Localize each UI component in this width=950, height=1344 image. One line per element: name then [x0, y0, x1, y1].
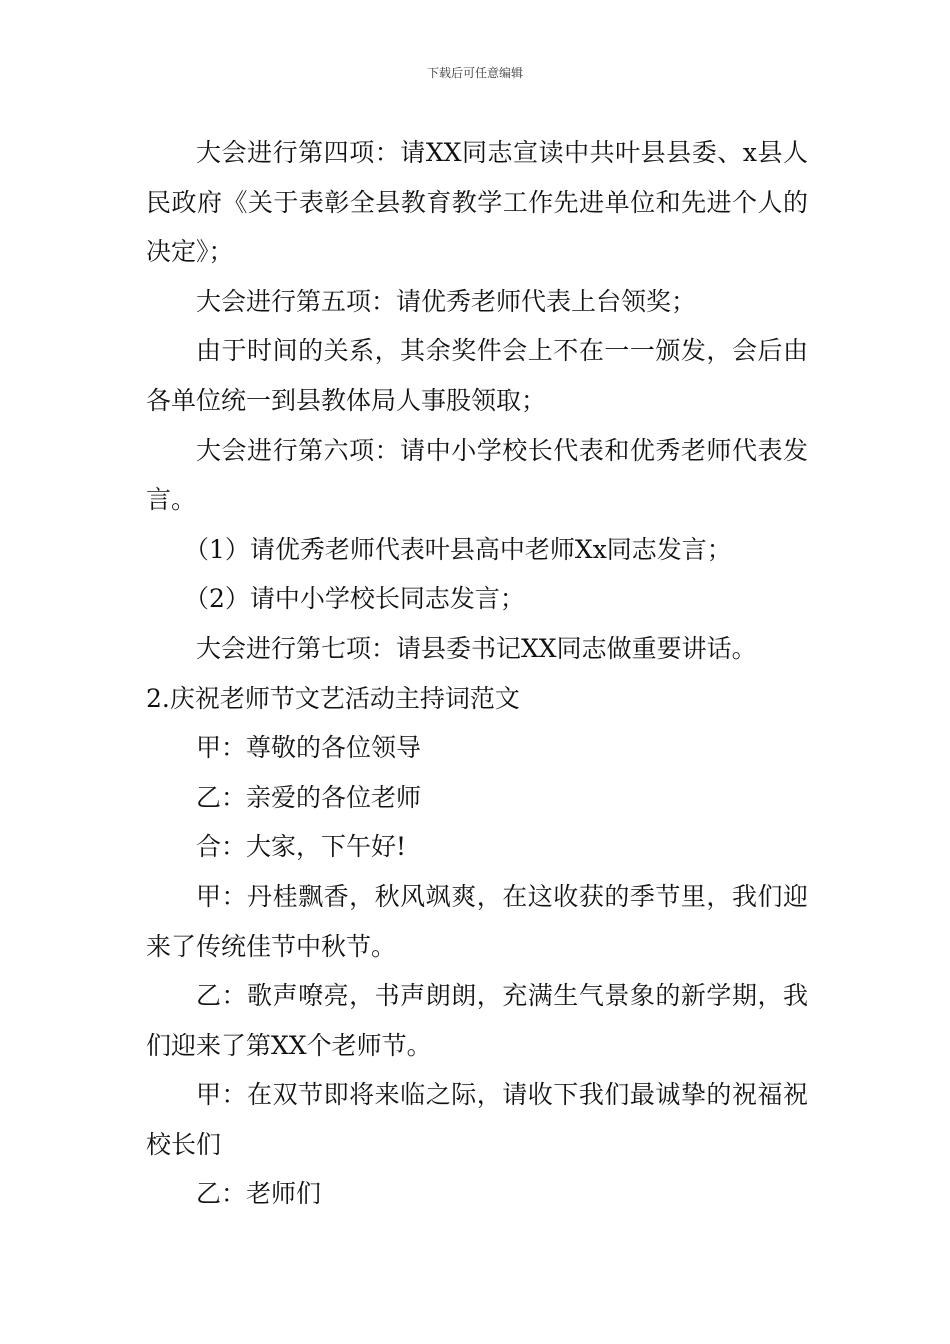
dialogue-line: 合：大家，下午好! [196, 832, 407, 862]
paragraph-item-7: 大会进行第七项：请县委书记XX同志做重要讲话。 [196, 633, 757, 663]
dialogue-line: 甲：尊敬的各位领导 [196, 733, 422, 763]
document-body [146, 128, 808, 1219]
dialogue-line: 甲：丹桂飘香，秋风飒爽，在这收获的季节里，我们迎来了传统佳节中秋节。 [146, 881, 808, 961]
dialogue-line: 乙：老师们 [196, 1179, 322, 1209]
dialogue-line: 乙：亲爱的各位老师 [196, 782, 422, 812]
paragraph-item-4: 大会进行第四项：请XX同志宣读中共叶县县委、x县人民政府《关于表彰全县教育教学工作先进单位和先进个人的决定》； [146, 138, 808, 267]
dialogue-line: 乙：歌声嘹亮，书声朗朗，充满生气景象的新学期，我们迎来了第XX个老师节。 [146, 981, 808, 1060]
page-header: 下载后可任意编辑 [426, 66, 523, 80]
paragraph-item-6: 大会进行第六项：请中小学校长代表和优秀老师代表发言。 [146, 435, 808, 515]
paragraph-item-5: 大会进行第五项：请优秀老师代表上台领奖； [196, 286, 697, 316]
paragraph-sub-1: （1）请优秀老师代表叶县高中老师Xx同志发言； [184, 534, 732, 564]
section-heading: 2.庆祝老师节文艺活动主持词范文 [146, 683, 520, 713]
paragraph-sub-2: （2）请中小学校长同志发言； [184, 584, 525, 614]
dialogue-line: 甲：在双节即将来临之际，请收下我们最诚挚的祝福祝校长们 [146, 1080, 808, 1159]
paragraph-awards-note: 由于时间的关系，其余奖件会上不在一一颁发，会后由各单位统一到县教体局人事股领取； [146, 336, 808, 415]
